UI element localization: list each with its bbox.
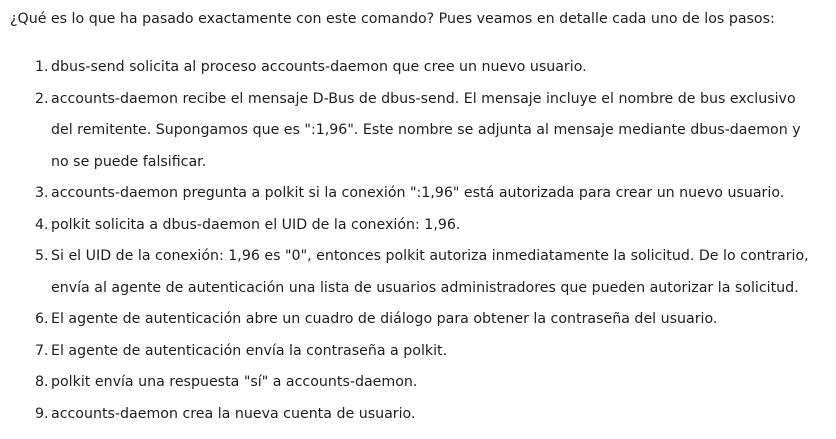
step-number: 3. <box>35 185 49 201</box>
list-item-step-6 <box>10 304 836 336</box>
step-text: accounts-daemon recibe el mensaje D-Bus de dbus-send. El mensaje incluye el nombre de bus exclusivo del remitente. Supongamos que es ":1,96". Este nombre se adjunta al mensaje mediante dbus-daemon y no se puede falsificar. <box>51 90 801 170</box>
step-text: accounts-daemon pregunta a polkit si la conexión ":1,96" está autorizada para crear un nuevo usuario. <box>51 185 785 201</box>
step-number: 2. <box>35 90 49 107</box>
list-item-step-7 <box>10 336 836 368</box>
list-item-step-4 <box>10 210 836 242</box>
step-number: 9. <box>35 405 49 422</box>
step-number: 7. <box>35 342 49 359</box>
steps-list <box>10 52 836 430</box>
list-item-step-9 <box>10 399 836 431</box>
step-text: dbus-send solicita al proceso accounts-daemon que cree un nuevo usuario. <box>51 59 587 75</box>
list-item-step-2 <box>10 84 836 179</box>
step-text: polkit envía una respuesta "sí" a accounts-daemon. <box>51 374 418 390</box>
step-text: El agente de autenticación abre un cuadro de diálogo para obtener la contraseña del usuario. <box>51 311 718 327</box>
step-number: 4. <box>35 216 49 233</box>
step-number: 6. <box>35 311 49 327</box>
intro-paragraph: ¿Qué es lo que ha pasado exactamente con este comando? Pues veamos en detalle cada uno de los pasos: <box>10 11 775 27</box>
step-number: 8. <box>35 374 49 390</box>
step-number: 1. <box>35 59 49 75</box>
step-text: accounts-daemon crea la nueva cuenta de usuario. <box>51 405 416 422</box>
step-text: Si el UID de la conexión: 1,96 es "0", entonces polkit autoriza inmediatamente la solicitud. De lo contrario, envía al agente de autenticación una lista de usuarios administradores que pueden autorizar la solicitud. <box>51 248 809 296</box>
step-number: 5. <box>35 248 49 264</box>
list-item-step-3 <box>10 178 836 210</box>
step-text: El agente de autenticación envía la contraseña a polkit. <box>51 342 448 359</box>
list-item-step-5 <box>10 241 836 304</box>
list-item-step-1 <box>10 52 836 84</box>
step-text: polkit solicita a dbus-daemon el UID de la conexión: 1,96. <box>51 216 461 233</box>
list-item-step-8 <box>10 367 836 399</box>
